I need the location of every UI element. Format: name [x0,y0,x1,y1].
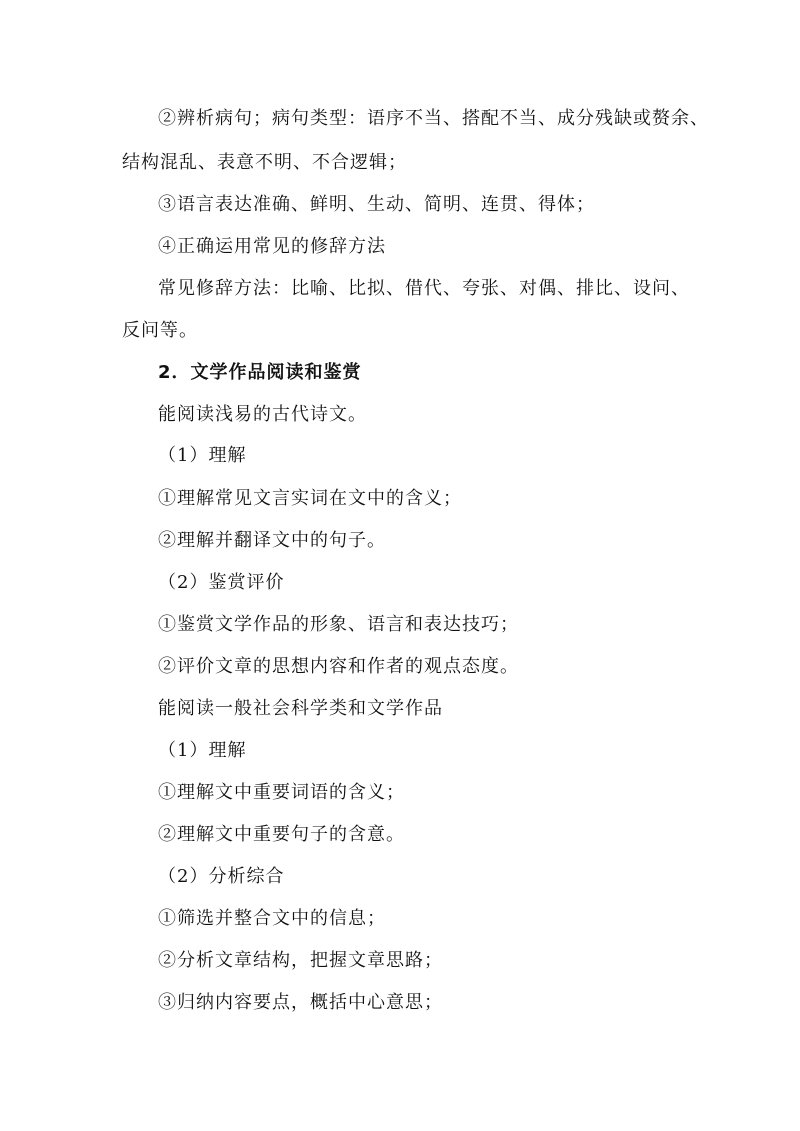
text-line: 反问等。 [122,320,198,341]
text-line: ③语言表达准确、鲜明、生动、简明、连贯、得体； [158,194,595,215]
text-line: ②辨析病句；病句类型：语序不当、搭配不当、成分残缺或赘余、 [158,108,709,129]
text-line: ②理解并翻译文中的句子。 [158,530,386,551]
subheading: （1）理解 [158,445,247,466]
text-line: ①理解文中重要词语的含义； [158,782,405,803]
subheading: （2）分析综合 [158,866,285,887]
text-line: 能阅读一般社会科学类和文学作品 [158,698,443,719]
text-line: ①筛选并整合文中的信息； [158,908,386,929]
text-line: ②评价文章的思想内容和作者的观点态度。 [158,656,519,677]
subheading: （2）鉴赏评价 [158,572,285,593]
text-line: 常见修辞方法：比喻、比拟、借代、夸张、对偶、排比、设问、 [158,278,690,299]
text-line: ①鉴赏文学作品的形象、语言和表达技巧； [158,614,519,635]
text-line: ②分析文章结构，把握文章思路； [158,950,443,971]
section-heading: 2．文学作品阅读和鉴赏 [158,362,362,383]
text-line: ④正确运用常见的修辞方法 [158,236,386,257]
text-line: ②理解文中重要句子的含意。 [158,824,405,845]
text-line: 结构混乱、表意不明、不合逻辑； [122,152,407,173]
text-line: ③归纳内容要点，概括中心意思； [158,992,443,1013]
text-line: ①理解常见文言实词在文中的含义； [158,488,462,509]
text-line: 能阅读浅易的古代诗文。 [158,404,367,425]
subheading: （1）理解 [158,740,247,761]
